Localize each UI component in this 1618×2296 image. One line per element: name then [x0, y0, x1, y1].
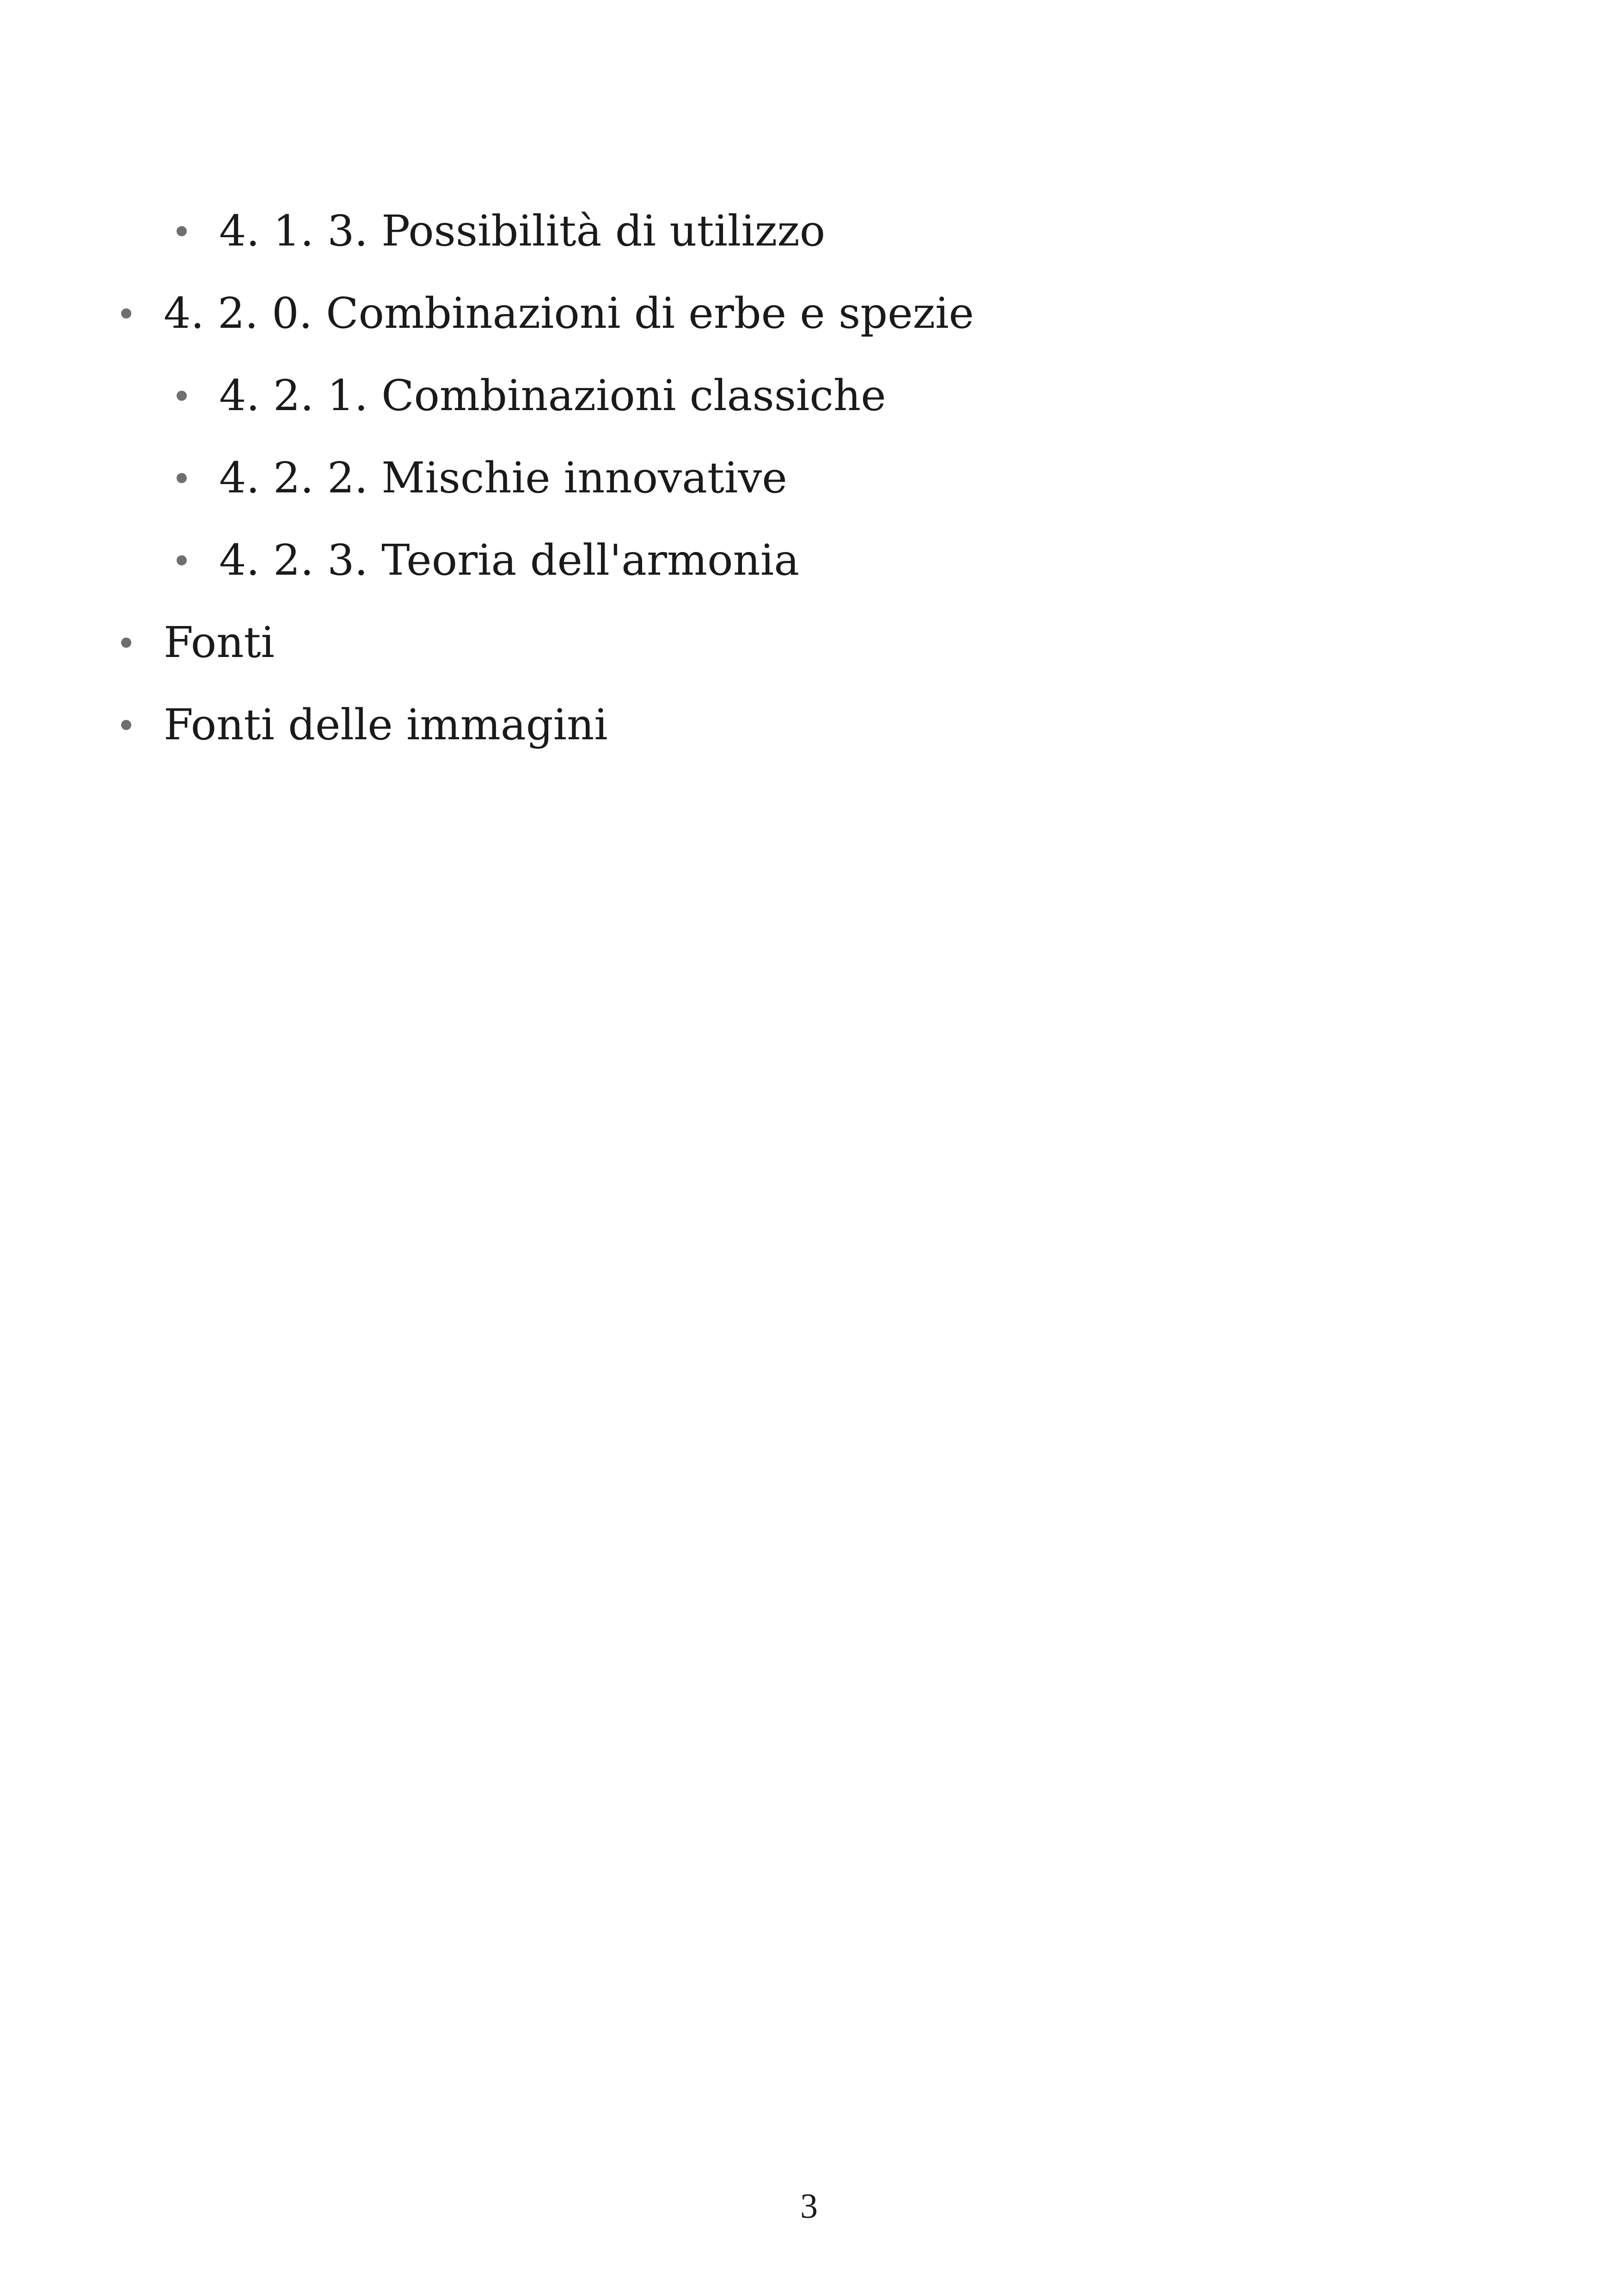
- toc-entry: [177, 199, 825, 264]
- bullet-icon: [177, 226, 187, 236]
- bullet-icon: [177, 391, 187, 401]
- bullet-icon: [121, 308, 131, 319]
- page-number: 3: [800, 2187, 818, 2226]
- toc-entry-label: 4. 2. 2. Mischie innovative: [219, 453, 787, 503]
- toc-entry-label: Fonti delle immagini: [164, 700, 608, 749]
- toc-entry-label: 4. 2. 0. Combinazioni di erbe e spezie: [164, 289, 974, 338]
- bullet-icon: [121, 720, 131, 730]
- toc-entry-label: Fonti: [164, 618, 275, 667]
- bullet-icon: [121, 638, 131, 648]
- toc-entry-label: 4. 2. 1. Combinazioni classiche: [219, 371, 886, 420]
- toc-entry: [177, 446, 787, 510]
- toc-entry: [177, 528, 799, 593]
- toc-entry: [121, 693, 608, 757]
- toc-entry: [177, 363, 886, 428]
- bullet-icon: [177, 473, 187, 483]
- toc-entry: [121, 610, 275, 675]
- toc-entry-label: 4. 2. 3. Teoria dell'armonia: [219, 535, 800, 585]
- toc-entry: [121, 281, 974, 346]
- toc-entry-label: 4. 1. 3. Possibilità di utilizzo: [219, 206, 826, 256]
- bullet-icon: [177, 555, 187, 565]
